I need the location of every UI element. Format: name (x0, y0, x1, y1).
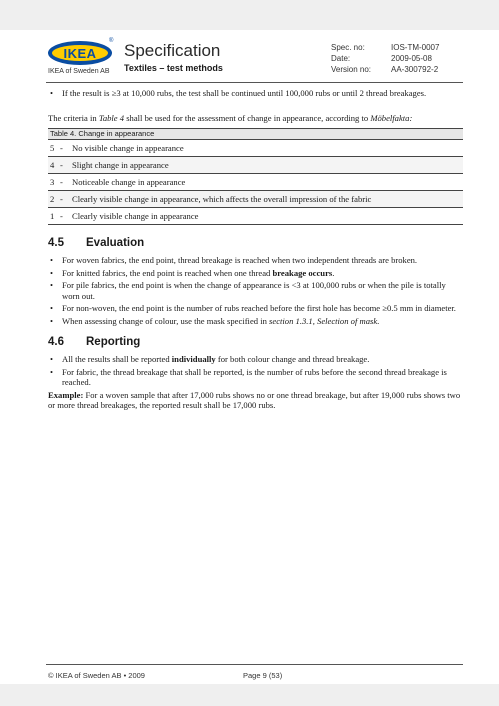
section-heading-reporting (48, 335, 463, 349)
header-divider (46, 82, 463, 83)
knitted-end: . (332, 267, 335, 278)
list-item (48, 280, 463, 301)
bullet-icon: • (50, 267, 54, 278)
woven-text: For woven fabrics, the end point, thread breakage is reached when two independent threads are broken. (62, 255, 418, 265)
list-item (48, 88, 463, 99)
grade-value: 2 (50, 193, 55, 204)
table-cell (48, 174, 463, 191)
table-row (48, 157, 463, 174)
list-item (48, 367, 463, 388)
page-header (0, 0, 499, 84)
bullet-icon: • (50, 354, 54, 364)
footer-divider (46, 664, 463, 665)
grade-dash: - (60, 210, 63, 221)
knitted-text: For knitted fabrics, the end point is reached when one thread (62, 267, 273, 278)
bullet-icon: • (50, 315, 54, 326)
example-text: For a woven sample that after 17,000 rubs shows no or one thread breakage, but after 19,000 rubs shows two or more thread breakages, the reported result shall be 17,000 rubs. (48, 389, 461, 410)
grade-value: 1 (50, 210, 55, 221)
table-cell (48, 208, 463, 225)
date-value: 2009-05-08 (391, 54, 432, 63)
table-row (48, 140, 463, 157)
criteria-paragraph (48, 113, 463, 124)
bullet-icon: • (50, 366, 54, 377)
grade-value: 5 (50, 142, 55, 153)
spec-no-label: Spec. no: (331, 43, 365, 52)
table-caption: Table 4. Change in appearance (48, 129, 463, 140)
footer-copyright: © IKEA of Sweden AB • 2009 (48, 671, 145, 680)
meta-values (391, 42, 439, 75)
pile-text: For pile fabrics, the end point is when the change of appearance is <3 at 100,000 rubs or when the pile is totally worn out. (62, 280, 446, 301)
section-number: 4.5 (48, 237, 64, 249)
appearance-table (48, 128, 463, 225)
version-value: AA-300792-2 (391, 65, 439, 74)
date-label: Date: (331, 54, 351, 63)
example-paragraph (48, 390, 463, 411)
spec-no-value: IOS-TM-0007 (391, 43, 440, 52)
page-content (48, 88, 463, 411)
document-subtitle: Textiles – test methods (124, 63, 223, 73)
table-cell (48, 140, 463, 157)
table-row (48, 208, 463, 225)
grade-dash: - (60, 159, 63, 170)
list-item (48, 255, 463, 266)
table-cell (48, 191, 463, 208)
list-item (48, 354, 463, 365)
footer-band (0, 684, 499, 706)
company-name: IKEA of Sweden AB (48, 68, 110, 75)
bullet-icon: • (50, 280, 54, 290)
section-heading-evaluation (48, 236, 463, 250)
grade-dash: - (60, 142, 63, 153)
logo-text: IKEA (63, 45, 97, 61)
section-title: Evaluation (86, 237, 145, 249)
grade-value: 3 (50, 176, 55, 187)
reporting-list (48, 354, 463, 388)
grade-description: Clearly visible change in appearance, which affects the overall impression of the fabric (72, 193, 372, 204)
page-number: Page 9 (53) (243, 671, 283, 680)
table-row (48, 174, 463, 191)
evaluation-list (48, 255, 463, 326)
section-reference: section 1.3.1, Selection of mask (269, 315, 378, 326)
bullet-icon: • (50, 303, 54, 313)
nonwoven-text: For non-woven, the end point is the number of rubs reached before the first hole has become ≥0.5 mm in diameter. (62, 303, 456, 313)
example-label: Example: (48, 389, 84, 400)
list-item (48, 303, 463, 314)
grade-description: No visible change in appearance (72, 142, 184, 153)
list-item (48, 268, 463, 279)
grade-dash: - (60, 193, 63, 204)
list-item (48, 316, 463, 327)
table-reference: Table 4 (98, 112, 125, 123)
document-title: Specification (124, 41, 221, 60)
grade-dash: - (60, 176, 63, 187)
grade-description: Slight change in appearance (72, 159, 169, 170)
grade-description: Noticeable change in appearance (72, 176, 186, 187)
ikea-logo (48, 41, 112, 65)
fabric-text: For fabric, the thread breakage that shall be reported, is the number of rubs before the second thread breakage is reached. (62, 366, 447, 387)
bullet-icon: • (50, 88, 54, 98)
grade-value: 4 (50, 159, 55, 170)
section-title: Reporting (86, 336, 141, 348)
knitted-bold: breakage occurs (272, 267, 333, 278)
grade-description: Clearly visible change in appearance (72, 210, 199, 221)
version-label: Version no: (331, 65, 372, 74)
criteria-text-1: The criteria in (48, 112, 99, 123)
table-cell (48, 157, 463, 174)
report-text: All the results shall be reported (62, 354, 172, 364)
mobelfakta-reference: Möbelfakta: (370, 112, 413, 123)
intro-bullet-text: If the result is ≥3 at 10,000 rubs, the test shall be continued until 100,000 rubs or until 2 thread breakages. (62, 88, 427, 98)
colour-text: When assessing change of colour, use the mask specified in (62, 315, 270, 326)
report-end: for both colour change and thread breakage. (215, 354, 370, 364)
header-band (0, 0, 499, 30)
criteria-text-2: shall be used for the assessment of change in appearance, according to (124, 112, 371, 123)
section-number: 4.6 (48, 336, 64, 348)
intro-list (48, 88, 463, 99)
report-bold: individually (171, 354, 216, 364)
registered-mark: ® (109, 38, 114, 44)
colour-end: . (377, 315, 380, 326)
meta-labels (331, 42, 371, 75)
logo-inner (52, 45, 108, 61)
bullet-icon: • (50, 255, 54, 265)
table-row (48, 191, 463, 208)
